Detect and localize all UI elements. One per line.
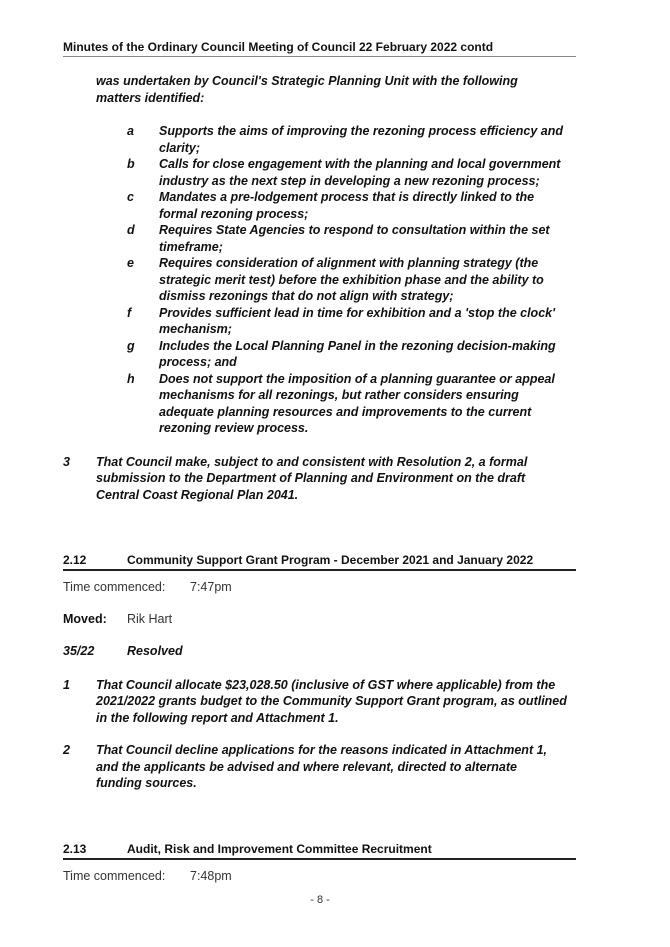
list-item — [127, 338, 572, 371]
time-commenced-row — [63, 868, 576, 884]
list-item — [127, 222, 572, 255]
section-title: Audit, Risk and Improvement Committee Recruitment — [127, 841, 432, 856]
resolution-2 — [63, 742, 548, 792]
list-item-letter: a — [127, 124, 134, 138]
section-heading-2-12 — [63, 553, 576, 571]
resolution-text: That Council make, subject to and consistent with Resolution 2, a formal submission to the Department of Planning and Environment on the draft Central Coast Regional Plan 2041. — [96, 454, 528, 502]
list-item-text: Does not support the imposition of a planning guarantee or appeal mechanisms for all rezonings, but rather considers ensuring adequate planning resources and improvements to the current rezoning review process. — [159, 371, 555, 435]
running-header: Minutes of the Ordinary Council Meeting of Council 22 February 2022 contd — [63, 40, 576, 57]
resolution-text: That Council decline applications for the reasons indicated in Attachment 1, and the applicants be advised and where relevant, directed to alternate funding sources. — [96, 743, 548, 790]
list-item-letter: g — [127, 338, 135, 353]
time-value: 7:48pm — [190, 868, 232, 883]
document-body — [63, 40, 576, 884]
section-number: 2.12 — [63, 553, 87, 567]
section-title: Community Support Grant Program - December 2021 and January 2022 — [127, 553, 534, 567]
list-item — [127, 156, 572, 189]
list-item-text: Calls for close engagement with the planning and local government industry as the next step in developing a new rezoning process; — [159, 157, 561, 188]
list-item-text: Requires State Agencies to respond to consultation within the set timeframe; — [159, 223, 550, 254]
time-label: Time commenced: — [63, 580, 166, 594]
resolution-text: That Council allocate $23,028.50 (inclusive of GST where applicable) from the 2021/2022 grants budget to the Community Support Grant program, as outlined in the following report and Attachment 1. — [96, 677, 567, 725]
list-item-text: Provides sufficient lead in time for exhibition and a 'stop the clock' mechanism; — [159, 305, 556, 336]
resolution-number: 2 — [63, 743, 70, 757]
list-item-letter: c — [127, 190, 134, 204]
resolution-number: 35/22 — [63, 644, 95, 658]
item-list — [127, 123, 572, 437]
resolution-3 — [63, 454, 568, 504]
time-commenced-row — [63, 579, 576, 595]
list-item — [127, 255, 572, 305]
list-item — [127, 371, 572, 437]
moved-row — [63, 611, 576, 627]
list-item-text: Mandates a pre-lodgement process that is directly linked to the formal rezoning process; — [159, 190, 535, 221]
section-heading-2-13 — [63, 842, 576, 860]
list-item-letter: h — [127, 371, 135, 386]
resolved-label: Resolved — [127, 644, 183, 658]
list-item-letter: b — [127, 157, 135, 171]
list-item-letter: f — [127, 305, 132, 320]
time-label: Time commenced: — [63, 868, 166, 883]
list-item — [127, 189, 572, 222]
resolution-number: 3 — [63, 454, 70, 469]
list-item-text: Supports the aims of improving the rezoning process efficiency and clarity; — [159, 124, 564, 155]
resolved-row — [63, 643, 576, 660]
moved-value: Rik Hart — [127, 612, 173, 626]
list-item-text: Requires consideration of alignment with planning strategy (the strategic merit test) before the exhibition phase and the ability to dismiss rezonings that do not align with strategy; — [159, 256, 544, 303]
list-item-letter: e — [127, 256, 134, 270]
page-number: - 8 - — [310, 894, 330, 906]
list-item — [127, 305, 572, 338]
list-item — [127, 123, 572, 156]
resolution-1 — [63, 677, 568, 727]
resolution-number: 1 — [63, 677, 70, 692]
list-item-letter: d — [127, 223, 135, 237]
moved-label: Moved: — [63, 612, 107, 626]
section-number: 2.13 — [63, 841, 87, 856]
time-value: 7:47pm — [190, 580, 232, 594]
list-item-text: Includes the Local Planning Panel in the rezoning decision-making process; and — [159, 338, 556, 369]
intro-text: was undertaken by Council's Strategic Planning Unit with the following matters identified: — [96, 74, 518, 105]
